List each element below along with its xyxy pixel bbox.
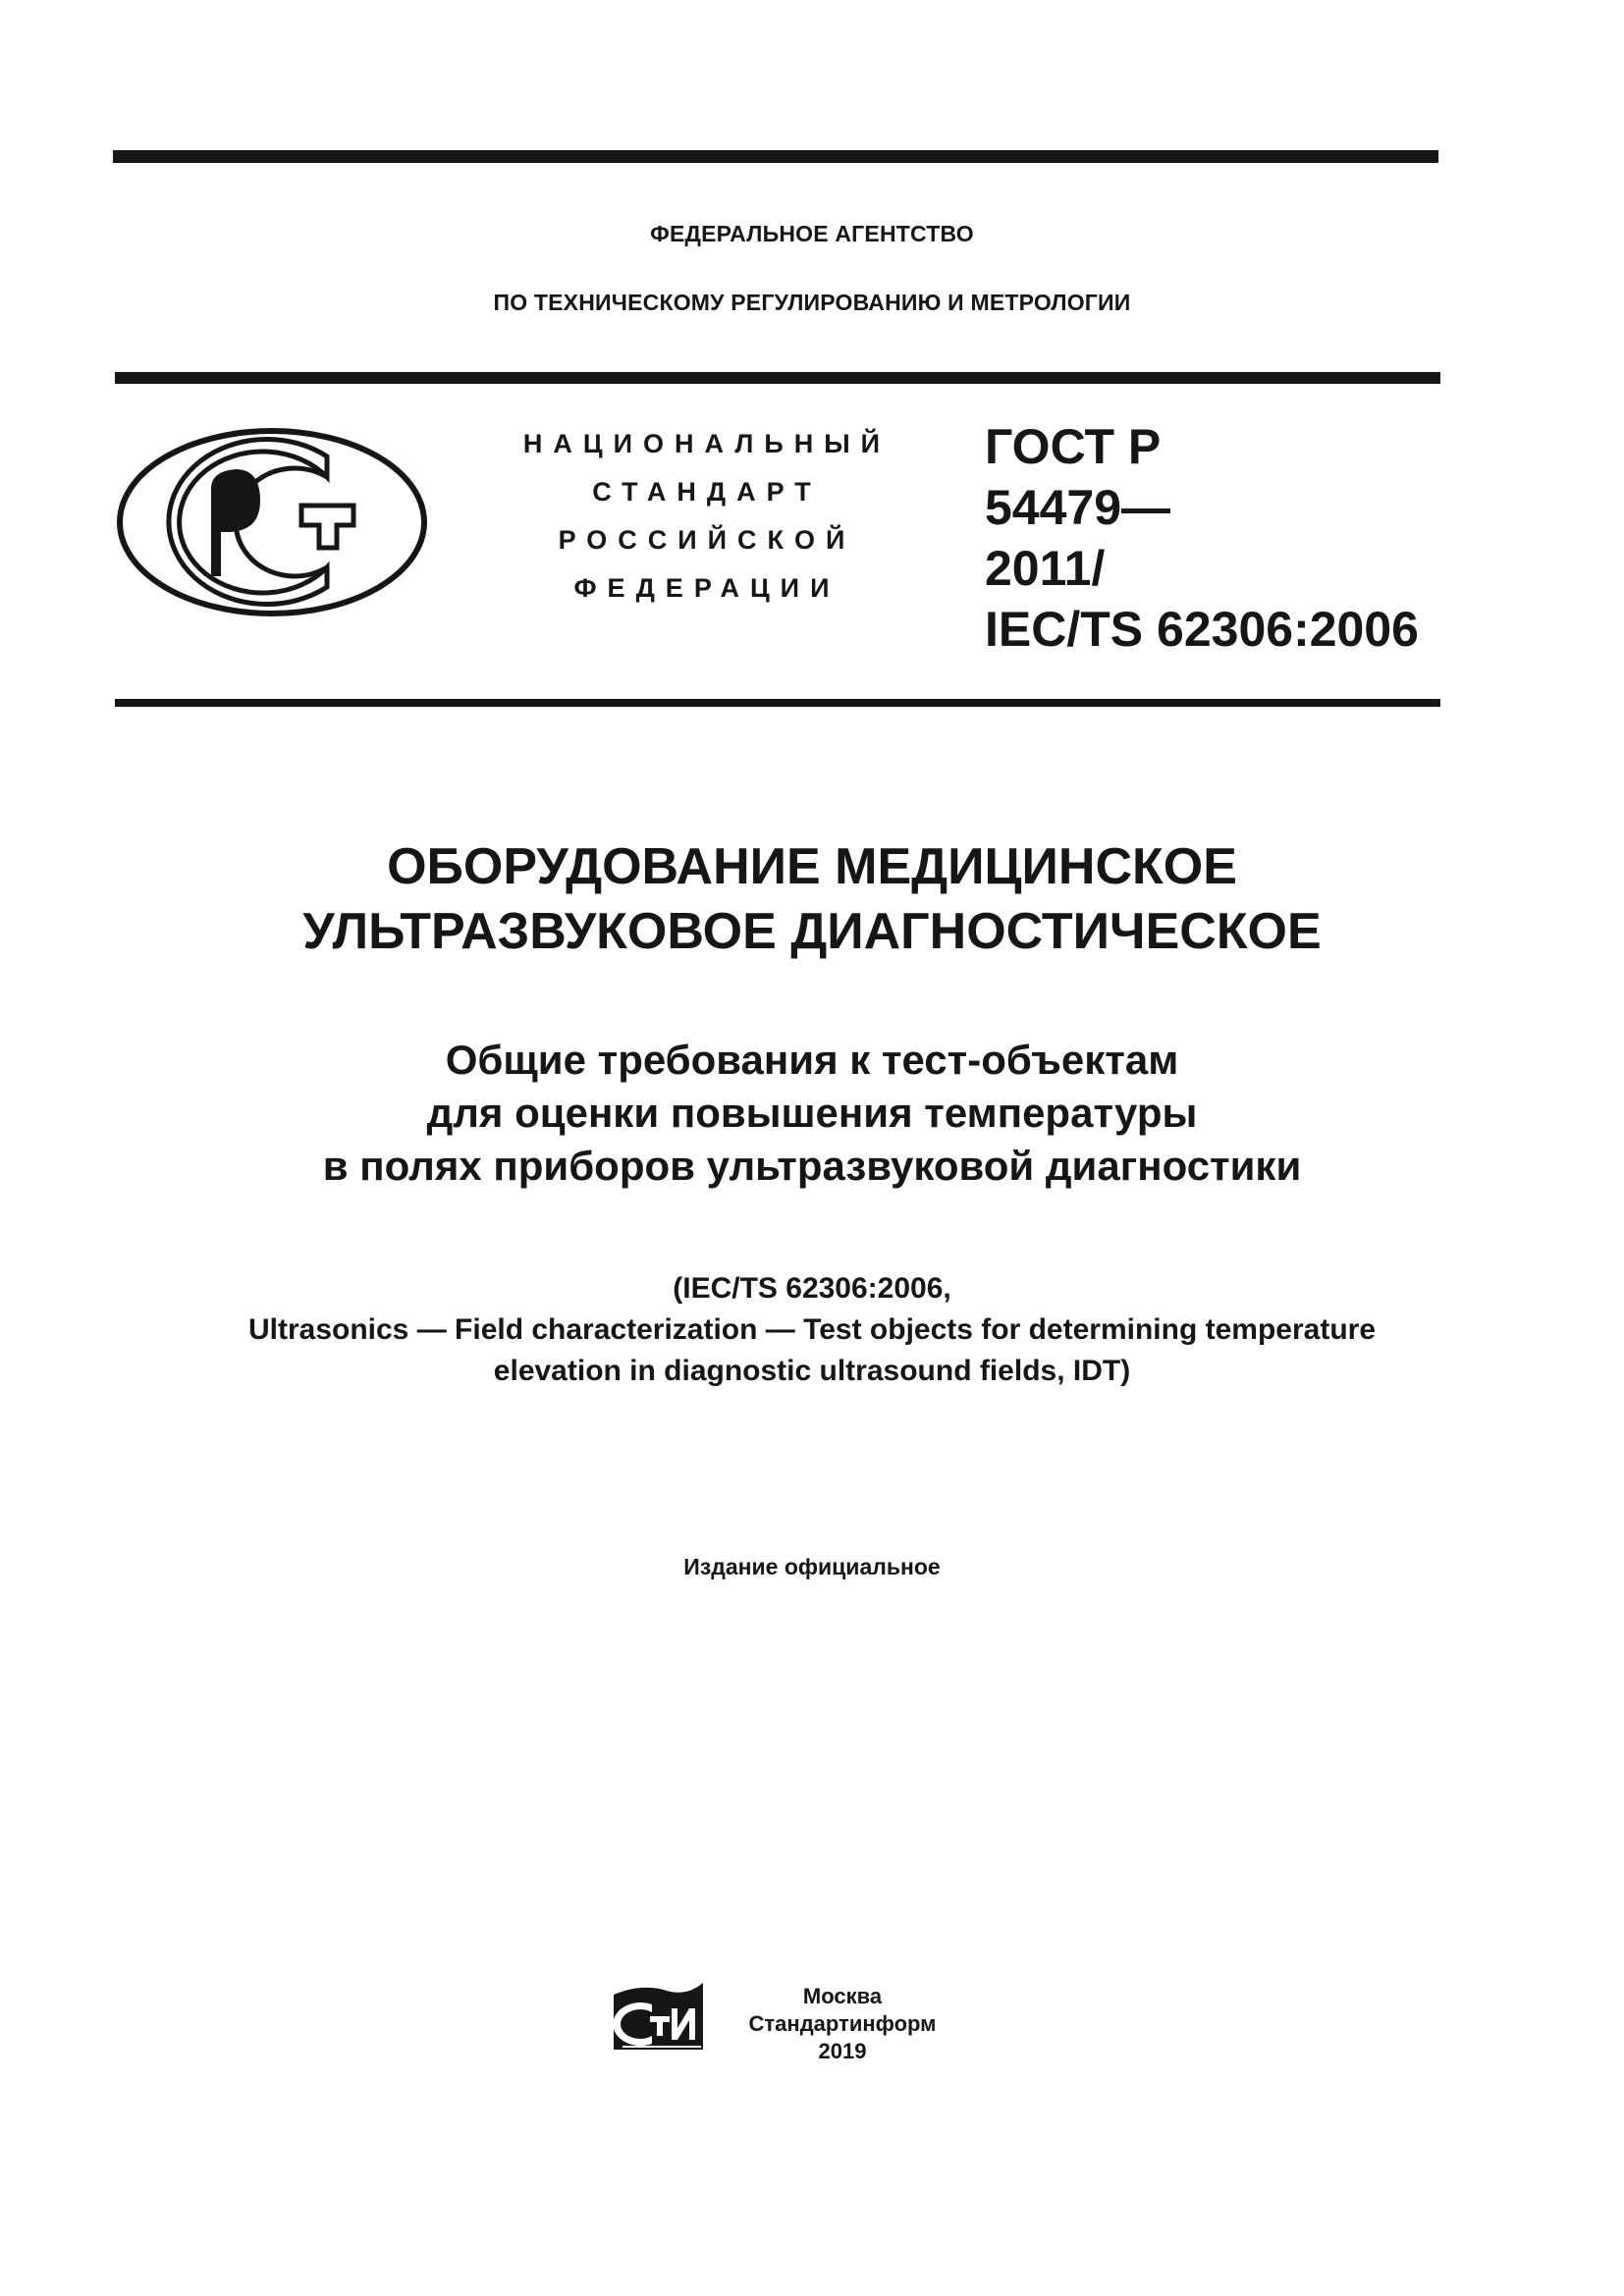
rst-certification-logo-icon	[113, 422, 432, 623]
national-standard-label	[491, 420, 923, 613]
standard-designation	[985, 416, 1419, 660]
edition-label: Издание официальное	[683, 1554, 941, 1579]
standartinform-logo-icon	[613, 1979, 706, 2054]
national-standard-line: НАЦИОНАЛЬНЫЙ	[522, 429, 892, 458]
designation-line: 2011/	[985, 541, 1106, 596]
reference-line: (IEC/TS 62306:2006,	[673, 1272, 951, 1305]
publication-year: 2019	[818, 2039, 867, 2063]
agency-name-line-1: ФЕДЕРАЛЬНОЕ АГЕНТСТВО	[650, 221, 974, 246]
subtitle-line: для оценки повышения температуры	[426, 1090, 1198, 1136]
publisher-city: Москва	[802, 1984, 883, 2008]
national-standard-line: РОССИЙСКОЙ	[558, 525, 856, 555]
designation-divider-rule	[115, 699, 1440, 707]
header-divider-rule	[115, 372, 1440, 384]
reference-line: Ultrasonics — Field characterization — Test objects for determining temperature	[247, 1313, 1377, 1346]
top-rule	[113, 150, 1438, 163]
document-subtitle	[0, 1034, 1624, 1193]
designation-line: ГОСТ Р	[985, 419, 1162, 474]
subtitle-line: Общие требования к тест-объектам	[445, 1037, 1179, 1083]
reference-line: elevation in diagnostic ultrasound fields, IDT)	[493, 1355, 1131, 1387]
national-standard-line: ФЕДЕРАЦИИ	[573, 573, 840, 603]
designation-line: 54479—	[985, 480, 1171, 535]
designation-line: IEC/TS 62306:2006	[985, 602, 1419, 657]
title-line: ОБОРУДОВАНИЕ МЕДИЦИНСКОЕ	[387, 838, 1237, 895]
national-standard-line: СТАНДАРТ	[592, 477, 822, 507]
international-standard-reference	[0, 1268, 1624, 1392]
publisher-name: Стандартинформ	[748, 2011, 937, 2036]
publisher-info	[705, 1983, 980, 2065]
document-title	[0, 834, 1624, 964]
title-line: УЛЬТРАЗВУКОВОЕ ДИАГНОСТИЧЕСКОЕ	[302, 903, 1322, 960]
subtitle-line: в полях приборов ультразвуковой диагностики	[322, 1143, 1302, 1189]
agency-name-line-2: ПО ТЕХНИЧЕСКОМУ РЕГУЛИРОВАНИЮ И МЕТРОЛОГИИ	[493, 290, 1131, 315]
